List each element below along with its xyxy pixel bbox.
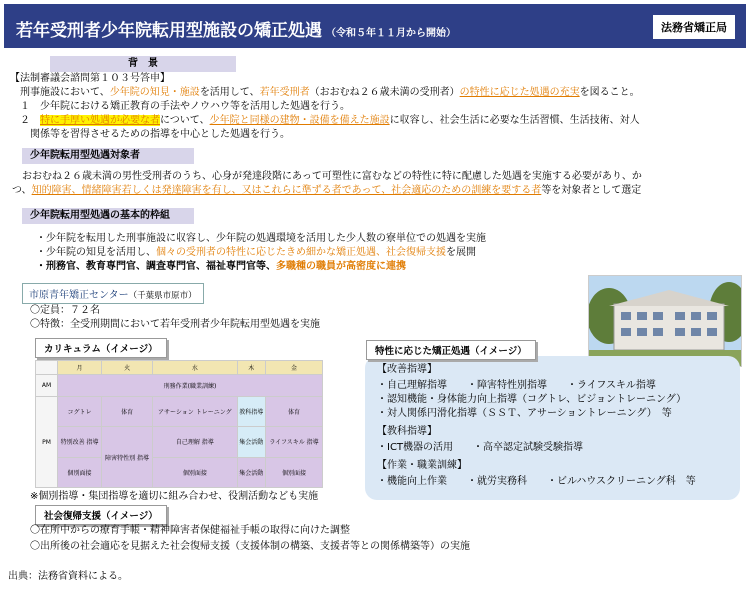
curriculum-note: ※個別指導・集団指導を適切に組み合わせ、役割活動なども実施 — [30, 491, 319, 502]
improvement-row3: ・対人関係円滑化指導（ＳＳＴ、アサーショントレーニング） 等 — [377, 408, 672, 419]
pm-cell: 個別面接 — [265, 457, 322, 487]
facility-photo — [588, 275, 742, 367]
pm-cell: 自己理解 指導 — [153, 427, 238, 457]
pm-cell: 障害特性別 指導 — [102, 427, 153, 488]
pm-cell: 体育 — [265, 397, 322, 427]
center-capacity: 〇定員：７２名 — [30, 305, 100, 316]
improvement-row1: ・自己理解指導 ・障害特性別指導 ・ライフスキル指導 — [377, 380, 656, 391]
day-fri: 金 — [265, 361, 322, 375]
header-banner — [4, 4, 746, 48]
day-tue: 火 — [102, 361, 153, 375]
target-heading: 少年院転用型処遇対象者 — [22, 148, 194, 164]
support-label: 社会復帰支援（イメージ） — [35, 505, 167, 525]
framework-heading: 少年院転用型処遇の基本的枠組 — [22, 208, 194, 224]
special-treatment-label: 特性に応じた矯正処遇（イメージ） — [366, 340, 536, 360]
pm-cell: 個別面接 — [153, 457, 238, 487]
am-work-cell: 刑務作業(職業訓練) — [58, 375, 323, 397]
pm-cell: 体育 — [102, 397, 153, 427]
page-title: 若年受刑者少年院転用型施設の矯正処遇 （令和５年１１月から開始） — [16, 21, 456, 41]
pm-cell: 集会活動 — [237, 457, 265, 487]
background-heading: 背 景 — [50, 56, 236, 72]
background-line3: １ 少年院における矯正教育の手法やノウハウ等を活用した処遇を行う。 — [10, 101, 350, 112]
pm-cell: 教科指導 — [237, 397, 265, 427]
page-subtitle: （令和５年１１月から開始） — [326, 28, 456, 39]
work-row: ・機能向上作業 ・就労実務科 ・ビルハウスクリーニング科 等 — [377, 476, 696, 487]
special-treatment-panel — [365, 356, 740, 500]
background-line4: ２ 特に手厚い処遇が必要な者について、少年院と同様の建物・設備を備えた施設に収容し、社会生活に必要な生活習慣、生活技術、対人 — [10, 115, 640, 126]
background-line2: 刑事施設において、少年院の知見・施設を活用して、若年受刑者（おおむね２６歳未満の受刑者）の特性に応じた処遇の充実を図ること。 — [10, 87, 640, 98]
academic-row: ・ICT機器の活用 ・高卒認定試験受験指導 — [377, 442, 584, 453]
background-line5: 関係等を習得させるための指導を中心とした処遇を行う。 — [10, 129, 290, 140]
background-line1: 【法制審議会諮問第１０３号答申】 — [10, 73, 170, 84]
pm-cell: 特別改善 指導 — [58, 427, 102, 457]
source-note: 出典：法務省資料による。 — [8, 571, 128, 582]
center-feature: 〇特徴：全受刑期間において若年受刑者少年院転用型処遇を実施 — [30, 319, 320, 330]
ministry-badge: 法務省矯正局 — [652, 14, 736, 40]
framework-bullet2: ・少年院の知見を活用し、個々の受刑者の特性に応じたきめ細かな矯正処遇、社会復帰支援を展開 — [36, 247, 476, 258]
target-line1: おおむね２６歳未満の男性受刑者のうち、心身が発達段階にあって可塑性に富むなどの特性に特に配慮した処遇を実施する必要があり、か — [12, 171, 642, 182]
support-line1: 〇在所中からの療育手帳・精神障害者保健福祉手帳の取得に向けた調整 — [30, 525, 350, 536]
pm-cell: コグトレ — [58, 397, 102, 427]
pm-cell: ライフスキル 指導 — [265, 427, 322, 457]
am-label: AM — [36, 375, 58, 397]
support-line2: 〇出所後の社会適応を見据えた社会復帰支援（支援体制の構築、支援者等との関係構築等）の実施 — [30, 541, 470, 552]
pm-cell: アサーション トレーニング — [153, 397, 238, 427]
curriculum-table — [35, 360, 323, 488]
framework-bullet1: ・少年院を転用した刑事施設に収容し、少年院の処遇環境を活用した少人数の寮単位での処遇を実施 — [36, 233, 486, 244]
work-heading: 【作業・職業訓練】 — [377, 460, 467, 471]
pm-cell: 個別面接 — [58, 457, 102, 487]
improvement-row2: ・認知機能・身体能力向上指導（コグトレ、ビジョントレーニング） — [377, 394, 687, 405]
pm-cell: 集会活動 — [237, 427, 265, 457]
corner-cell — [36, 361, 58, 375]
pm-label: PM — [36, 397, 58, 488]
academic-heading: 【教科指導】 — [377, 426, 437, 437]
center-name-label: 市原青年矯正センター（千葉県市原市） — [22, 283, 204, 304]
day-wed: 水 — [153, 361, 238, 375]
curriculum-label: カリキュラム（イメージ） — [35, 338, 167, 358]
day-mon: 月 — [58, 361, 102, 375]
framework-bullet3: ・刑務官、教育専門官、調査専門官、福祉専門官等、多職種の職員が高密度に連携 — [36, 261, 406, 272]
improvement-heading: 【改善指導】 — [377, 364, 437, 375]
day-thu: 木 — [237, 361, 265, 375]
target-line2: つ、知的障害、情緒障害若しくは発達障害を有し、又はこれらに準ずる者であって、社会適応のための訓練を要する者等を対象者として選定 — [12, 185, 642, 196]
